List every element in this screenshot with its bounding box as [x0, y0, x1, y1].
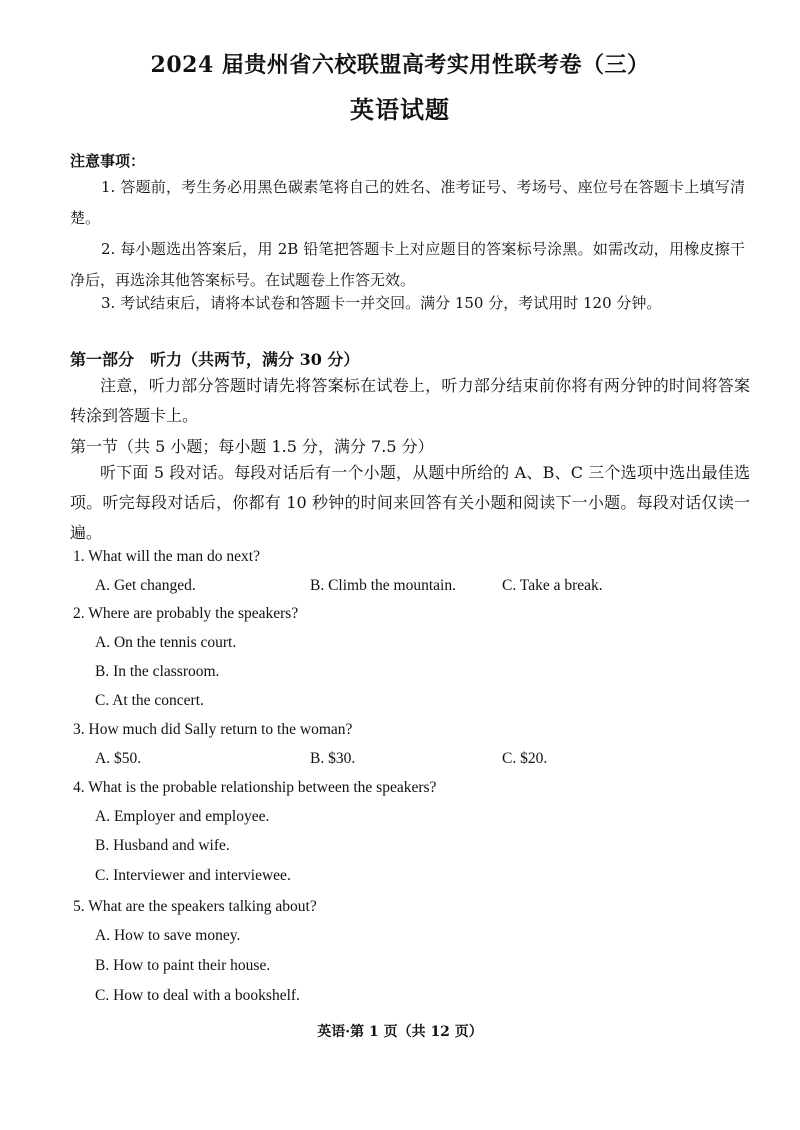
question-3-option-b: B. $30.: [310, 750, 356, 767]
question-1-option-b: B. Climb the mountain.: [310, 577, 456, 594]
question-2-option-b: B. In the classroom.: [95, 663, 220, 680]
notice-item-3: 3. 考试结束后，请将本试卷和答题卡一并交回。满分 150 分，考试用时 120 分钟。: [101, 294, 662, 312]
question-2-option-c: C. At the concert.: [95, 692, 204, 709]
question-1-option-c: C. Take a break.: [502, 577, 603, 594]
question-3-option-a: A. $50.: [95, 750, 142, 767]
question-5-option-c: C. How to deal with a bookshelf.: [95, 987, 300, 1004]
question-4-option-b: B. Husband and wife.: [95, 837, 230, 854]
exam-subtitle: 英语试题: [350, 95, 450, 124]
question-3-option-c: C. $20.: [502, 750, 548, 767]
notice-item-2: 2. 每小题选出答案后，用 2B 铅笔把答题卡上对应题目的答案标号涂黑。如需改动，用橡皮擦干净后，再选涂其他答案标号。在试题卷上作答无效。: [70, 240, 745, 289]
question-3-stem: 3. How much did Sally return to the woman?: [73, 721, 353, 738]
question-2-stem: 2. Where are probably the speakers?: [73, 605, 299, 622]
question-1-stem: 1. What will the man do next?: [73, 548, 260, 565]
question-4-option-c: C. Interviewer and interviewee.: [95, 867, 291, 884]
question-1-option-a: A. Get changed.: [95, 577, 196, 594]
part1-note: 注意，听力部分答题时请先将答案标在试卷上，听力部分结束前你将有两分钟的时间将答案转涂到答题卡上。: [70, 376, 750, 425]
exam-title: 2024 届贵州省六校联盟高考实用性联考卷（三）: [150, 52, 650, 78]
question-4-option-a: A. Employer and employee.: [95, 808, 270, 825]
part1-heading: 第一部分 听力（共两节，满分 30 分）: [70, 350, 360, 369]
section1-heading: 第一节（共 5 小题；每小题 1.5 分，满分 7.5 分）: [70, 437, 434, 456]
question-4-stem: 4. What is the probable relationship between the speakers?: [73, 779, 437, 796]
question-5-option-b: B. How to paint their house.: [95, 957, 271, 974]
page-footer: 英语·第 1 页（共 12 页）: [317, 1024, 483, 1040]
question-5-stem: 5. What are the speakers talking about?: [73, 898, 317, 915]
notice-heading: 注意事项：: [70, 152, 146, 170]
notice-item-1: 1. 答题前，考生务必用黑色碳素笔将自己的姓名、准考证号、考场号、座位号在答题卡上填写清楚。: [70, 178, 745, 227]
question-5-option-a: A. How to save money.: [95, 927, 241, 944]
section1-instructions: 听下面 5 段对话。每段对话后有一个小题，从题中所给的 A、B、C 三个选项中选出最佳选项。听完每段对话后，你都有 10 秒钟的时间来回答有关小题和阅读下一小题。每段对话仅读一遍。: [70, 463, 750, 542]
question-2-option-a: A. On the tennis court.: [95, 634, 237, 651]
